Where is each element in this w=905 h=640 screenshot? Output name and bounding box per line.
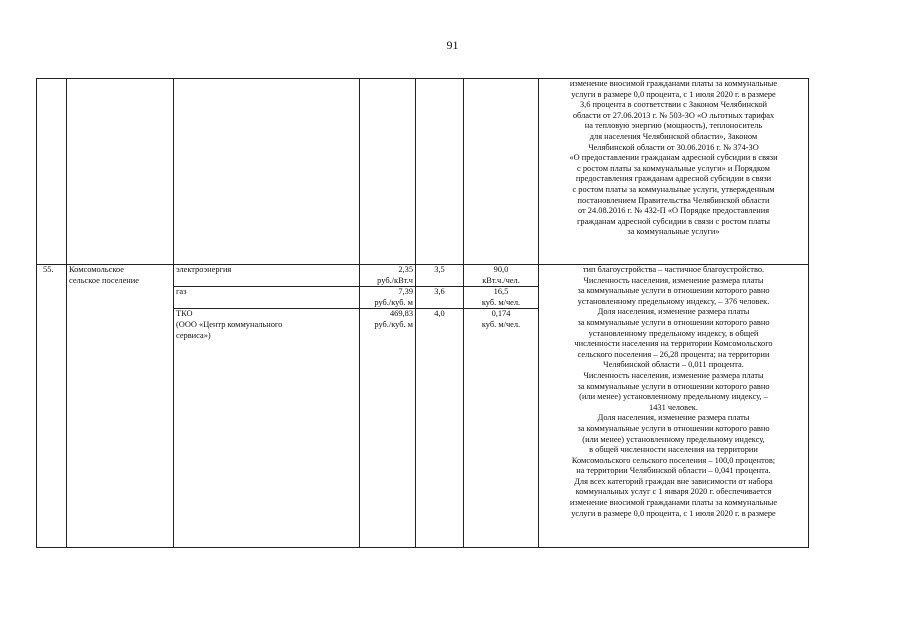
description-cell: [539, 265, 809, 548]
municipality-line: Комсомольское: [69, 265, 124, 274]
tariff-line: 7,39: [398, 287, 413, 297]
description-line: изменение вносимой гражданами платы за коммунальные: [569, 79, 778, 88]
tariff-unit: руб./куб. м: [374, 319, 413, 329]
description-line: гражданам адресной субсидии в связи с ростом платы: [576, 216, 771, 226]
volume-unit: кВт.ч./чел.: [482, 275, 520, 285]
description-line: Для всех категорий граждан вне зависимости от набора: [574, 476, 773, 486]
description-line: с ростом платы за коммунальные услуги» и Порядком: [577, 163, 770, 173]
page-number: 91: [446, 38, 459, 52]
tariff-line: 469,83: [389, 309, 413, 319]
tariff-cell: [360, 79, 416, 265]
description-line: за коммунальные услуги в отношении которого равно: [577, 381, 770, 391]
tariff-unit: руб./кВт.ч: [377, 275, 413, 285]
percent-cell: [416, 79, 464, 265]
number-cell: [37, 79, 67, 265]
description-line: тип благоустройства – частичное благоустройство.: [582, 265, 765, 274]
description-line: в общей численности населения на территории: [589, 445, 758, 455]
service-line: ТКО: [176, 309, 193, 319]
volume-value: [464, 309, 539, 548]
description-line: Численность населения, изменение размера платы: [583, 370, 764, 380]
description-line: коммунальных услуг с 1 января 2020 г. обеспечивается: [575, 487, 772, 497]
description-line: изменение вносимой гражданами платы за коммунальные: [569, 498, 778, 508]
description-line: области от 27.06.2013 г. № 503-ЗО «О льготных тарифах: [572, 110, 775, 120]
service-line: сервиса»): [176, 330, 211, 340]
description-line: от 24.08.2016 г. № 432-П «О Порядке предоставления: [577, 206, 770, 216]
volume-cell: [464, 79, 539, 265]
tariff-line: 2,35: [398, 265, 413, 274]
description-line: Численность населения, изменение размера платы: [583, 275, 764, 285]
description-line: (или менее) установленному предельному индексу, –: [579, 392, 768, 402]
service-name: [174, 309, 360, 548]
municipality-line: сельское поселение: [69, 275, 139, 285]
volume-line: 90,0: [493, 265, 509, 274]
description-line: услуги в размере 0,0 процента, с 1 июля 2020 г. в размере: [571, 89, 776, 99]
description-line: (или менее) установленному предельному индексу,: [582, 434, 765, 444]
description-line: постановлением Правительства Челябинской области: [577, 195, 770, 205]
volume-value: [464, 287, 539, 309]
tariff-value: [360, 287, 416, 309]
description-line: услуги в размере 0,0 процента, с 1 июля 2020 г. в размере: [571, 508, 776, 518]
tariff-table: [36, 78, 809, 548]
description-line: Доля населения, изменение размера платы: [597, 413, 750, 423]
volume-unit: куб. м/чел.: [481, 297, 521, 307]
volume-value: [464, 265, 539, 287]
description-line: 3,6 процента в соответствии с Законом Челябинской: [579, 100, 768, 110]
volume-unit: куб. м/чел.: [481, 319, 521, 329]
percent-value: 3,5: [416, 265, 464, 287]
description-line: предоставления гражданам адресной субсидии в связи: [575, 174, 772, 184]
row-number: 55.: [37, 265, 67, 548]
description-cell: [539, 79, 809, 265]
description-line: «О предоставлении гражданам адресной субсидии в связи: [569, 153, 778, 163]
description-line: установленному предельному индексу, в общей: [588, 328, 759, 338]
tariff-unit: руб./куб. м: [374, 297, 413, 307]
description-line: численности населения на территории Комсомольского: [574, 339, 773, 349]
service-line: электроэнергия: [176, 265, 232, 274]
description-line: Челябинской области – 0,011 процента.: [603, 360, 744, 370]
description-line: за коммунальные услуги в отношении которого равно: [577, 286, 770, 296]
tariff-value: [360, 309, 416, 548]
volume-line: 0,174: [491, 309, 511, 319]
table-row-continuation: [37, 79, 809, 265]
description-line: Комсомольского сельского поселения – 100,0 процентов;: [571, 455, 776, 465]
description-line: на тепловую энергию (мощность), теплоноситель: [584, 121, 763, 131]
municipality-name: [67, 265, 174, 548]
percent-value: 4,0: [416, 309, 464, 548]
service-name: [174, 265, 360, 287]
description-line: Доля населения, изменение размера платы: [597, 307, 750, 317]
description-line: 1431 человек.: [649, 402, 698, 412]
volume-line: 16,5: [493, 287, 509, 297]
tariff-value: [360, 265, 416, 287]
description-line: с ростом платы за коммунальные услуги, утвержденным: [572, 184, 775, 194]
description-line: установленному предельному индексу, – 376 человек.: [577, 296, 770, 306]
municipality-cell: [67, 79, 174, 265]
description-line: за коммунальные услуги в отношении которого равно: [577, 317, 770, 327]
service-cell: [174, 79, 360, 265]
description-line: на территории Челябинской области – 0,041 процента.: [576, 466, 771, 476]
percent-value: 3,6: [416, 287, 464, 309]
description-line: за коммунальные услуги в отношении которого равно: [577, 423, 770, 433]
description-line: за коммунальные услуги»: [627, 227, 720, 237]
description-line: Челябинской области от 30.06.2016 г. № 374-ЗО: [588, 142, 759, 152]
description-line: сельского поселения – 26,28 процента; на территории: [577, 349, 770, 359]
service-line: газ: [176, 287, 187, 297]
description-line: для населения Челябинской области», Законом: [589, 131, 758, 141]
service-line: (ООО «Центр коммунального: [176, 319, 283, 329]
service-name: [174, 287, 360, 309]
table-row-55: [37, 265, 809, 287]
